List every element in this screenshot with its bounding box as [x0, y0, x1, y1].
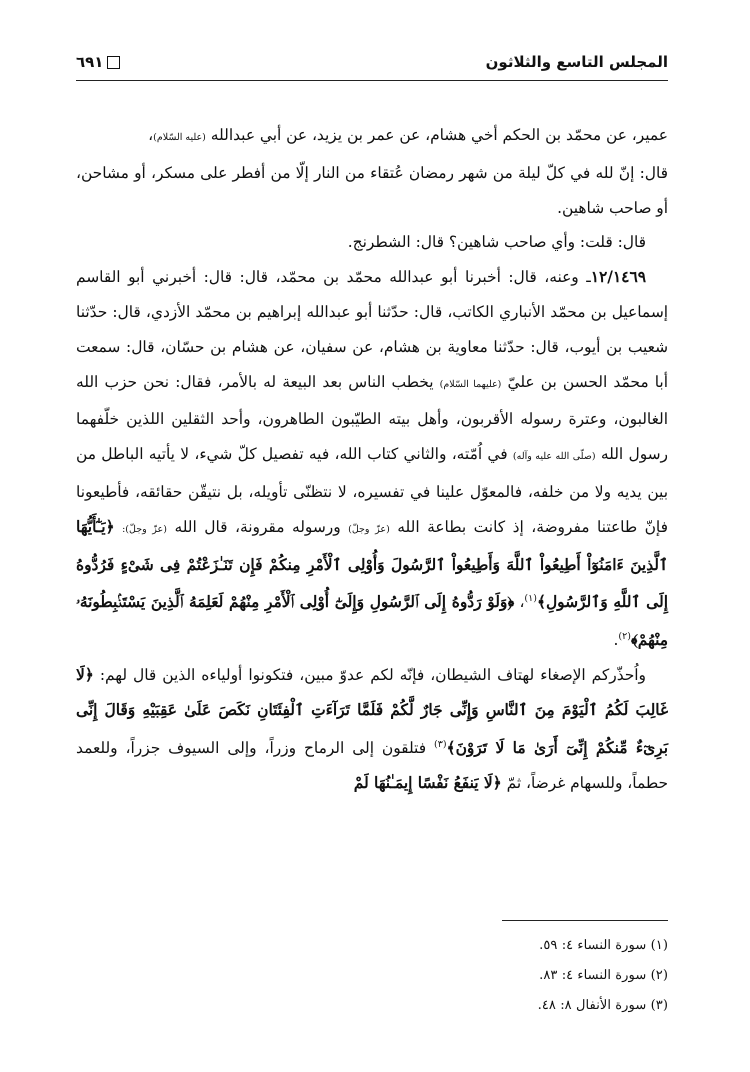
- running-header: [76, 44, 668, 81]
- text-run: .: [613, 631, 619, 650]
- quran-verse-2: ﴿وَلَوْ رَدُّوهُ إِلَى ٱلرَّسُولِ وَإِلَىٰٓ أُوْلِى ٱلْأَمْرِ مِنْهُمْ لَعَلِمَهُ ٱلَّذِينَ يَسْتَنۢبِطُونَهُۥ مِنْهُمْ﴾: [76, 593, 668, 650]
- quran-verse-4: ﴿لَا يَنفَعُ نَفْسًا إِيمَـٰنُهَا لَمْ: [353, 773, 502, 792]
- text-run: فتلقون إلى الرماح وزراً، وإلى السيوف جزراً، وللعمد حطماً، وللسهام غرضاً، ثمّ: [76, 738, 668, 792]
- text-run: ورسوله مقرونة، قال الله: [174, 517, 341, 536]
- honorific: (صلّى الله عليه وآله): [512, 451, 596, 463]
- hadith-number: ١٢/١٤٦٩: [590, 268, 646, 287]
- text-run: في اُمّته، والثاني كتاب الله، فيه تفصيل كلّ شيء، لا يأتيه الباطل من بين يديه ولا من خلفه، فالمعوّل علينا في تفسيره، لا نتظنّى تأويله، بل نتيقّن حقائقه، فأطيعونا فإنّ طاعتنا مفروضة، إذ كانت بطاعة الله: [76, 445, 668, 536]
- paragraph-5: [76, 658, 668, 800]
- quran-verse-3: ﴿لَا غَالِبَ لَكُمُ ٱلْيَوْمَ مِنَ ٱلنَّاسِ وَإِنِّى جَارٌ لَّكُمْ فَلَمَّا تَرَآءَتِ ٱلْفِئَتَانِ نَكَصَ عَلَىٰ عَقِبَيْهِ وَقَالَ إِنِّى بَرِىٓءٌ مِّنكُمْ إِنِّىٓ أَرَىٰ مَا لَا تَرَوْنَ﴾: [76, 666, 668, 757]
- square-icon: [107, 56, 120, 69]
- text-run: ،: [514, 593, 525, 612]
- quran-verse-1: ﴿يَـٰٓأَيُّهَا ٱلَّذِينَ ءَامَنُوٓاْ أَطِيعُواْ ٱللَّهَ وَأَطِيعُواْ ٱلرَّسُولَ وَأُوْلِى ٱلْأَمْرِ مِنكُمْ فَإِن تَنَـٰزَعْتُمْ فِى شَىْءٍ فَرُدُّوهُ إِلَى ٱللَّهِ وَٱلرَّسُولِ﴾: [76, 517, 668, 612]
- page-number-text: ٦٩١: [76, 53, 104, 71]
- footnote-1: (١) سورة النساء ٤: ٥٩.: [539, 938, 668, 953]
- text-run: ،: [148, 126, 154, 144]
- paragraph-1: [76, 118, 668, 156]
- footnote-2: (٢) سورة النساء ٤: ٨٣.: [539, 968, 668, 983]
- footnote-ref-3[interactable]: (٣): [434, 738, 447, 750]
- footnotes: [76, 931, 668, 1021]
- footnote-separator: [502, 920, 668, 921]
- honorific: (عزّ وجلّ): [348, 523, 390, 535]
- honorific: (عزّ وجلّ):: [122, 523, 167, 535]
- hadith-1469: [76, 260, 668, 658]
- text-run: عمير، عن محمّد بن الحكم أخي هشام، عن عمر بن يزيد، عن أبي عبدالله: [210, 126, 668, 144]
- page-number: [76, 53, 120, 71]
- paragraph-3: قال: قلت: وأي صاحب شاهين؟ قال: الشطرنج.: [347, 233, 646, 252]
- honorific: (عليهما السّلام): [439, 378, 502, 390]
- honorific: (عليه السّلام): [153, 132, 206, 143]
- text-run: يخطب الناس بعد البيعة له بالأمر، فقال: نحن حزب الله الغالبون، وعترة رسوله الأقربون، وأهل بيته الطيّبون الطاهرون، وأحد الثقلين اللذين خلّفهما رسول الله: [76, 372, 668, 464]
- paragraph-2: قال: إنّ لله في كلّ ليلة من شهر رمضان عُتقاء من النار إلّا من أفطر على مسكر، أو مشاحن، أو صاحب شاهين.: [76, 163, 668, 217]
- footnote-ref-1[interactable]: (١): [524, 593, 537, 605]
- main-text: [76, 118, 668, 801]
- footnote-3: (٣) سورة الأنفال ٨: ٤٨.: [537, 998, 668, 1013]
- text-run: واُحذّركم الإصغاء لهتاف الشيطان، فإنّه لكم عدوّ مبين، فتكونوا أولياءه الذين قال لهم:: [99, 666, 646, 685]
- text-run: ـ وعنه، قال: أخبرنا أبو عبدالله محمّد بن محمّد، قال: قال: أخبرني أبو القاسم إسماعيل بن محمّد الأنباري الكاتب، قال: حدّثنا أبو عبدالله إبراهيم بن محمّد الأزدي، قال: حدّثنا شعيب بن أيوب، قال: حدّثنا معاوية بن هشام، عن سفيان، عن هشام بن حسّان، قال: سمعت أبا محمّد الحسن بن عليّ: [76, 268, 668, 391]
- footnote-ref-2[interactable]: (٢): [618, 631, 631, 643]
- chapter-title: المجلس التاسع والثلاثون: [485, 53, 668, 71]
